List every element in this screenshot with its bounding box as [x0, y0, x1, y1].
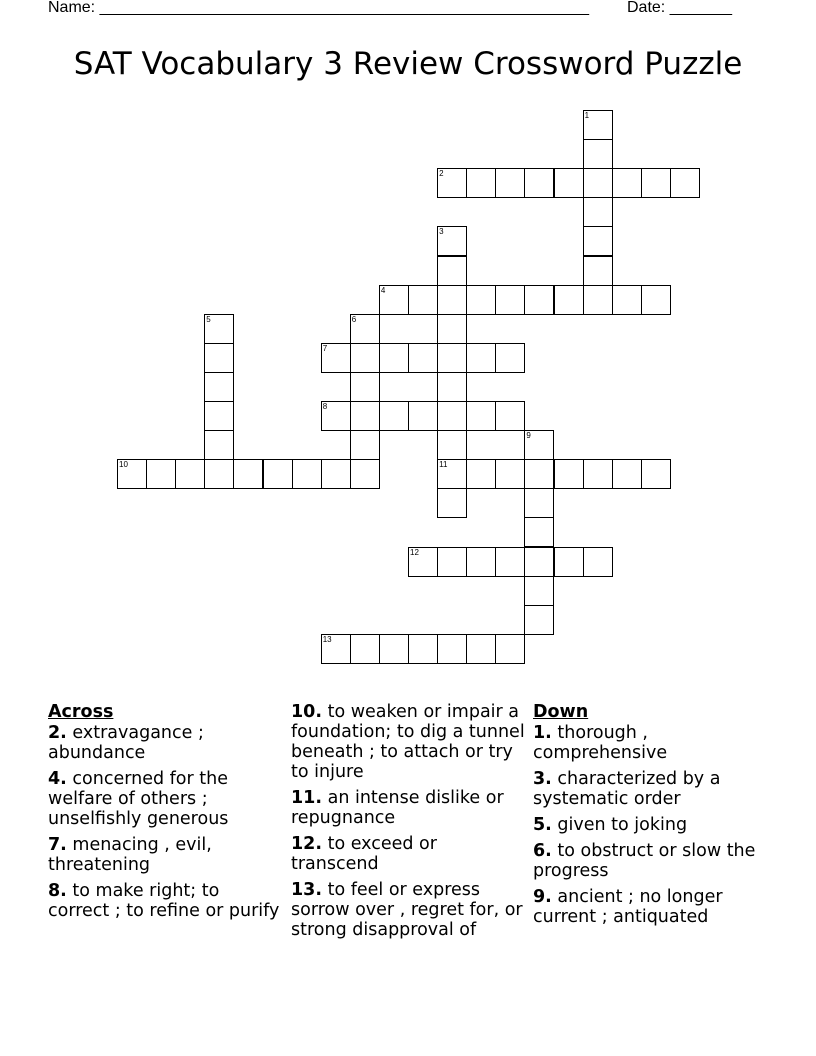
grid-cell[interactable] — [583, 226, 613, 256]
grid-cell[interactable] — [379, 634, 409, 664]
grid-cell[interactable] — [204, 459, 234, 489]
cell-number: 3 — [439, 227, 444, 237]
clue-down-6 — [533, 841, 769, 881]
grid-cell[interactable] — [641, 459, 671, 489]
grid-cell[interactable] — [583, 168, 613, 198]
clue-text: to feel or express sorrow over , regret for, or strong disapproval of — [291, 880, 523, 940]
grid-cell[interactable] — [524, 517, 554, 547]
cell-number: 12 — [410, 547, 419, 557]
clues-column-2 — [291, 702, 527, 946]
clue-text: characterized by a systematic order — [533, 769, 721, 809]
grid-cell[interactable] — [204, 401, 234, 431]
grid-cell[interactable] — [175, 459, 205, 489]
grid-cell[interactable] — [524, 605, 554, 635]
grid-cell[interactable] — [583, 197, 613, 227]
clue-across-7 — [48, 835, 284, 875]
grid-cell[interactable] — [466, 285, 496, 315]
grid-cell[interactable] — [612, 459, 642, 489]
clue-text: extravagance ; abundance — [48, 723, 204, 763]
clue-across-4 — [48, 769, 284, 829]
grid-cell[interactable] — [554, 547, 584, 577]
grid-cell[interactable] — [495, 285, 525, 315]
clue-across-2 — [48, 723, 284, 763]
clue-text: to exceed or transcend — [291, 834, 437, 874]
grid-cell[interactable] — [437, 488, 467, 518]
cell-number: 4 — [380, 285, 386, 295]
grid-cell[interactable] — [146, 459, 176, 489]
clue-number: 12. — [291, 834, 323, 854]
grid-cell[interactable] — [204, 372, 234, 402]
grid-cell[interactable] — [495, 343, 525, 373]
cell-number: 6 — [351, 314, 357, 324]
clue-number: 8. — [48, 881, 67, 901]
grid-cell[interactable] — [321, 459, 351, 489]
grid-cell[interactable] — [321, 634, 351, 664]
grid-cell[interactable] — [524, 576, 554, 606]
grid-cell[interactable] — [524, 168, 554, 198]
grid-cell[interactable] — [524, 488, 554, 518]
grid-cell[interactable] — [583, 110, 613, 140]
clue-down-9 — [533, 887, 769, 927]
grid-cell[interactable] — [350, 372, 380, 402]
clue-across-12 — [291, 834, 527, 874]
grid-cell[interactable] — [350, 314, 380, 344]
grid-cell[interactable] — [437, 401, 467, 431]
clue-text: concerned for the welfare of others ; unselfishly generous — [48, 769, 229, 829]
grid-cell[interactable] — [350, 430, 380, 460]
page-title: SAT Vocabulary 3 Review Crossword Puzzle — [73, 46, 743, 82]
grid-cell[interactable] — [466, 343, 496, 373]
grid-cell[interactable] — [466, 547, 496, 577]
clue-across-13 — [291, 880, 527, 940]
grid-cell[interactable] — [437, 314, 467, 344]
grid-cell[interactable] — [292, 459, 322, 489]
grid-cell[interactable] — [408, 634, 438, 664]
grid-cell[interactable] — [583, 139, 613, 169]
grid-cell[interactable] — [583, 256, 613, 286]
grid-cell[interactable] — [495, 547, 525, 577]
grid-cell[interactable] — [379, 285, 409, 315]
clue-text: thorough , comprehensive — [533, 723, 668, 763]
clue-down-5 — [533, 815, 769, 835]
grid-cell[interactable] — [350, 401, 380, 431]
cell-number: 11 — [439, 460, 448, 470]
grid-cell[interactable] — [350, 343, 380, 373]
grid-cell[interactable] — [437, 285, 467, 315]
grid-cell[interactable] — [612, 285, 642, 315]
grid-cell[interactable] — [408, 547, 438, 577]
grid-cell[interactable] — [524, 547, 554, 577]
grid-cell[interactable] — [583, 285, 613, 315]
cell-number: 2 — [439, 169, 444, 179]
clue-number: 1. — [533, 723, 552, 743]
cell-number: 9 — [526, 431, 531, 441]
grid-cell[interactable] — [466, 168, 496, 198]
grid-cell[interactable] — [612, 168, 642, 198]
grid-cell[interactable] — [437, 168, 467, 198]
grid-cell[interactable] — [437, 547, 467, 577]
clue-down-1 — [533, 723, 769, 763]
grid-cell[interactable] — [408, 401, 438, 431]
clue-text: an intense dislike or repugnance — [291, 788, 504, 828]
down-heading: Down — [533, 702, 589, 722]
clue-number: 6. — [533, 841, 552, 861]
grid-cell[interactable] — [466, 401, 496, 431]
grid-cell[interactable] — [437, 459, 467, 489]
grid-cell[interactable] — [321, 401, 351, 431]
grid-cell[interactable] — [583, 459, 613, 489]
clue-number: 7. — [48, 835, 67, 855]
grid-cell[interactable] — [495, 168, 525, 198]
clues-column-1 — [48, 702, 284, 927]
name-field-label: Name: _______________________________________________________ — [48, 0, 589, 16]
clues-column-3 — [533, 702, 769, 933]
grid-cell[interactable] — [408, 285, 438, 315]
grid-cell[interactable] — [321, 343, 351, 373]
grid-cell[interactable] — [495, 459, 525, 489]
clue-number: 10. — [291, 702, 323, 722]
grid-cell[interactable] — [466, 634, 496, 664]
grid-cell[interactable] — [117, 459, 147, 489]
cell-number: 10 — [119, 460, 128, 470]
grid-cell[interactable] — [263, 459, 293, 489]
grid-cell[interactable] — [495, 634, 525, 664]
grid-cell[interactable] — [379, 343, 409, 373]
grid-cell[interactable] — [437, 256, 467, 286]
cell-number: 8 — [322, 402, 328, 411]
grid-cell[interactable] — [524, 285, 554, 315]
grid-cell[interactable] — [641, 285, 671, 315]
grid-cell[interactable] — [204, 314, 234, 344]
clue-across-11 — [291, 788, 527, 828]
cell-number: 13 — [322, 634, 332, 644]
clue-text: menacing , evil, threatening — [48, 835, 212, 875]
clue-number: 9. — [533, 887, 552, 907]
grid-cell[interactable] — [554, 168, 584, 198]
grid-cell[interactable] — [524, 430, 554, 460]
grid-cell[interactable] — [204, 430, 234, 460]
clue-text: to obstruct or slow the progress — [533, 841, 756, 881]
clue-number: 5. — [533, 815, 552, 835]
grid-cell[interactable] — [233, 459, 263, 489]
clue-number: 3. — [533, 769, 552, 789]
grid-cell[interactable] — [437, 343, 467, 373]
cell-number: 5 — [206, 314, 211, 324]
grid-cell[interactable] — [554, 459, 584, 489]
clue-number: 4. — [48, 769, 67, 789]
clue-number: 2. — [48, 723, 67, 743]
clue-text: ancient ; no longer current ; antiquated — [533, 887, 723, 927]
cell-number: 7 — [322, 343, 328, 353]
grid-cell[interactable] — [437, 226, 467, 256]
grid-cell[interactable] — [379, 401, 409, 431]
grid-cell[interactable] — [495, 401, 525, 431]
grid-cell[interactable] — [583, 547, 613, 577]
grid-cell[interactable] — [466, 459, 496, 489]
clue-text: to make right; to correct ; to refine or purify — [48, 881, 280, 921]
grid-cell[interactable] — [641, 168, 671, 198]
grid-cell[interactable] — [437, 430, 467, 460]
grid-cell[interactable] — [554, 285, 584, 315]
across-heading: Across — [48, 702, 114, 722]
grid-cell[interactable] — [524, 459, 554, 489]
grid-cell[interactable] — [670, 168, 700, 198]
grid-cell[interactable] — [350, 634, 380, 664]
clue-number: 13. — [291, 880, 323, 900]
clue-across-10 — [291, 702, 527, 782]
cell-number: 1 — [584, 111, 590, 120]
grid-cell[interactable] — [437, 634, 467, 664]
clue-text: to weaken or impair a foundation; to dig a tunnel beneath ; to attach or try to injure — [291, 702, 525, 782]
grid-cell[interactable] — [350, 459, 380, 489]
clue-text: given to joking — [557, 815, 688, 835]
clue-across-8 — [48, 881, 284, 921]
clue-number: 11. — [291, 788, 323, 808]
date-field-label: Date: _______ — [627, 0, 732, 16]
grid-cell[interactable] — [204, 343, 234, 373]
grid-cell[interactable] — [408, 343, 438, 373]
clue-down-3 — [533, 769, 769, 809]
grid-cell[interactable] — [437, 372, 467, 402]
